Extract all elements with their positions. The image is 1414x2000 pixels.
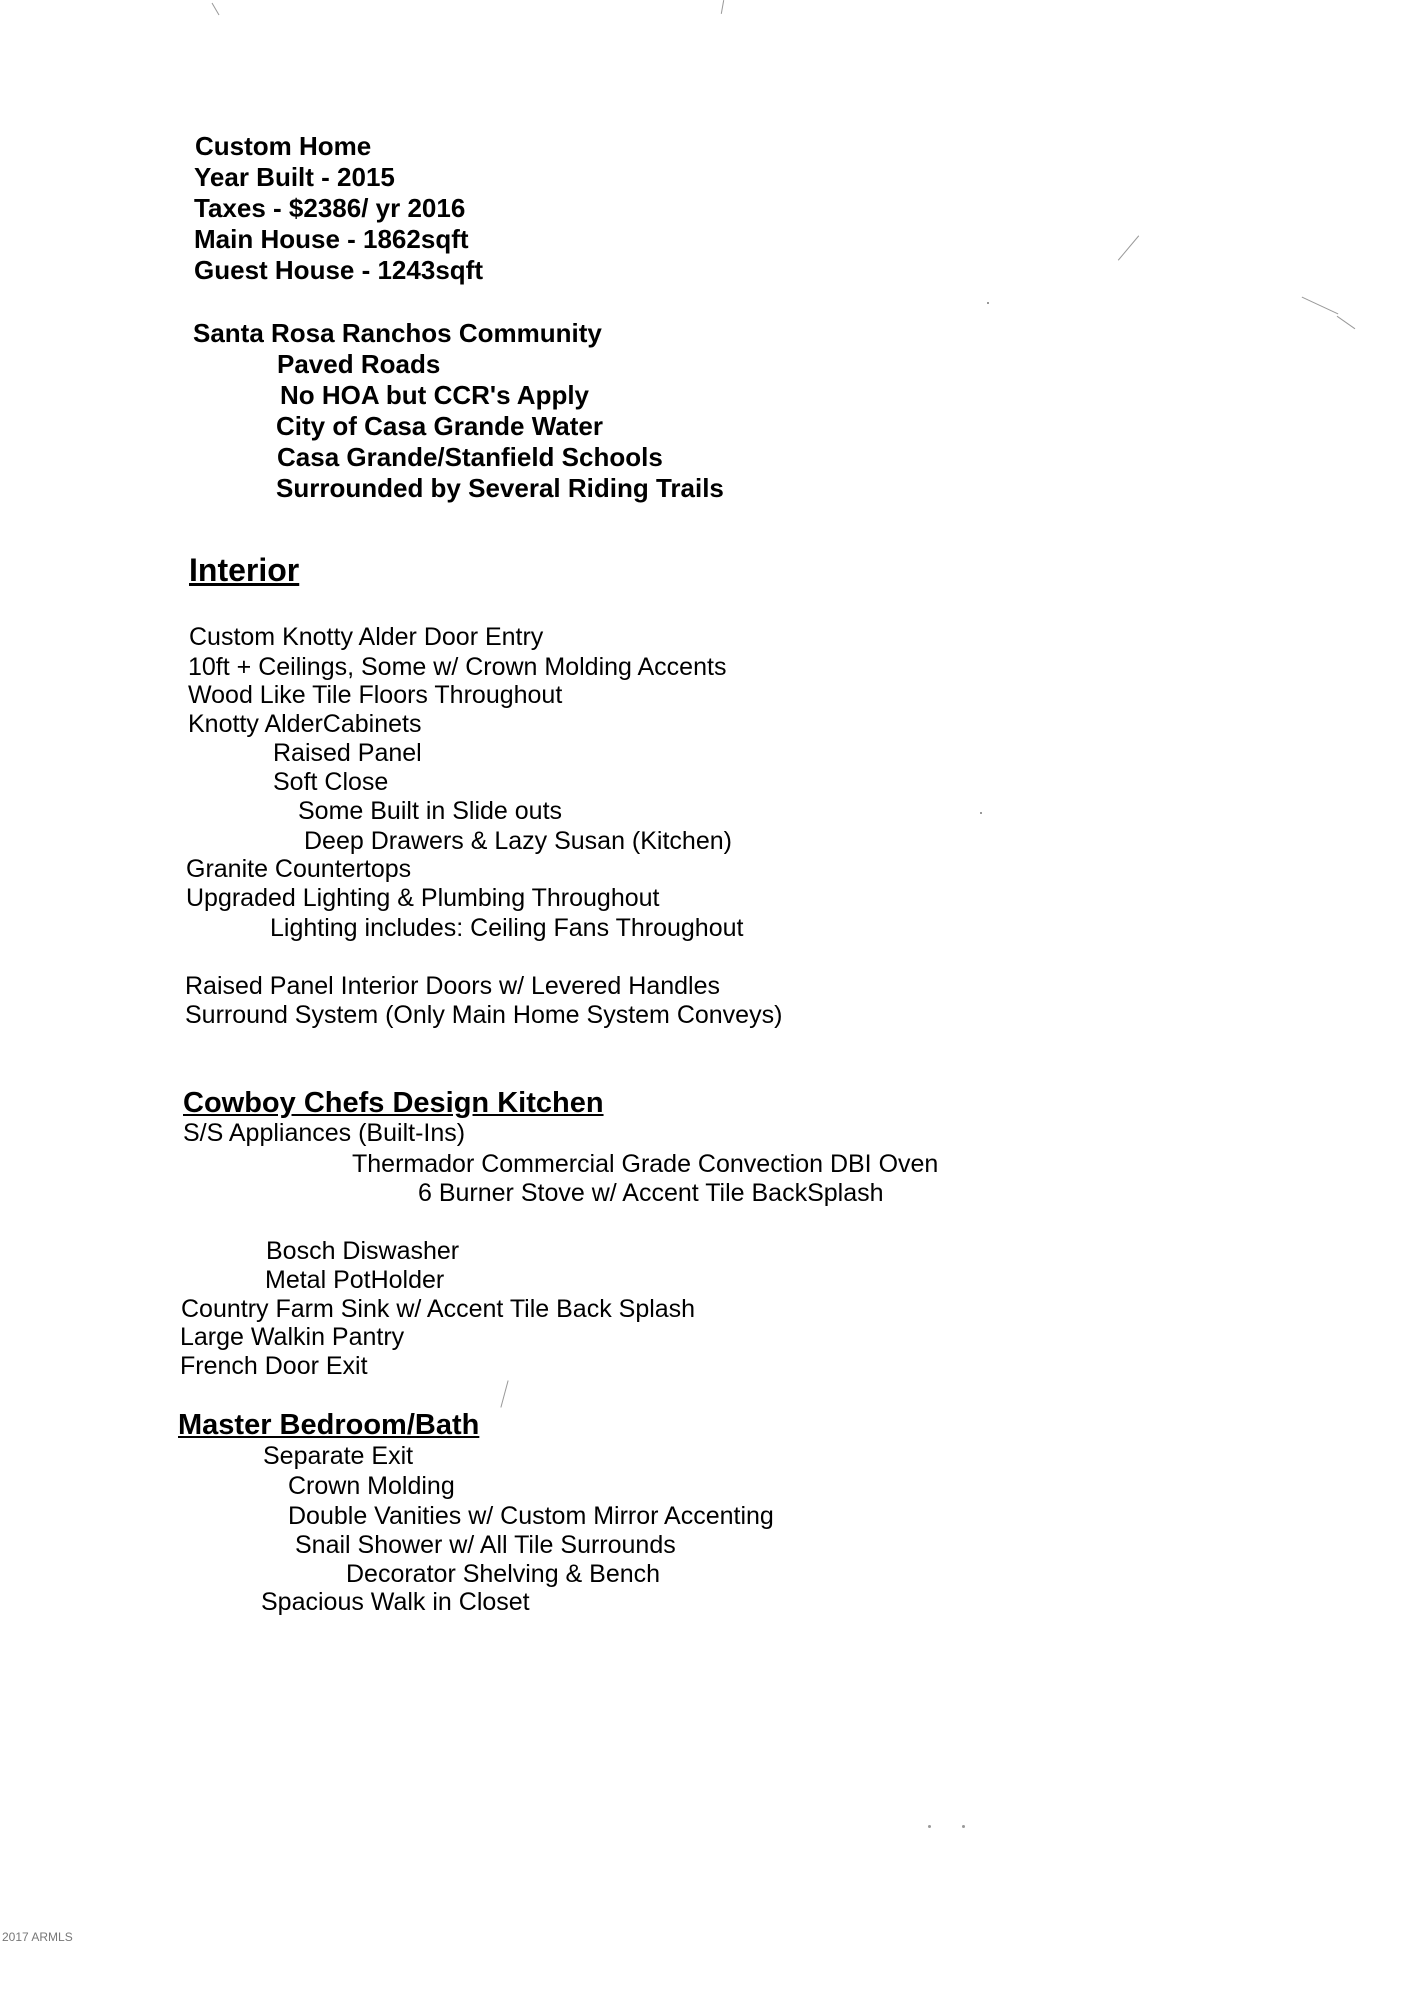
kitchen-line: Country Farm Sink w/ Accent Tile Back Splash (181, 1295, 696, 1323)
interior-line: Wood Like Tile Floors Throughout (188, 681, 563, 709)
section-heading-master: Master Bedroom/Bath (178, 1409, 480, 1441)
interior-line: 10ft + Ceilings, Some w/ Crown Molding Accents (188, 653, 727, 681)
community-item: Paved Roads (277, 349, 441, 379)
kitchen-line: French Door Exit (180, 1352, 368, 1380)
interior-line: Raised Panel Interior Doors w/ Levered Handles (185, 972, 720, 1000)
scan-mark (1118, 235, 1139, 260)
master-line: Separate Exit (263, 1442, 414, 1470)
community-item: No HOA but CCR's Apply (280, 380, 590, 410)
kitchen-line: Bosch Diswasher (266, 1237, 460, 1265)
scan-mark (980, 812, 982, 814)
interior-line: Granite Countertops (186, 855, 412, 883)
header-line: Custom Home (195, 131, 372, 161)
interior-line: Some Built in Slide outs (298, 797, 563, 825)
scan-mark (928, 1825, 931, 1828)
community-item: Casa Grande/Stanfield Schools (277, 442, 663, 472)
interior-line: Custom Knotty Alder Door Entry (189, 623, 544, 651)
interior-line: Soft Close (273, 768, 389, 796)
header-line: Year Built - 2015 (194, 162, 395, 192)
scan-mark (1302, 297, 1339, 315)
community-item: City of Casa Grande Water (276, 411, 604, 441)
scan-mark (987, 302, 989, 304)
scan-mark (962, 1825, 965, 1828)
interior-line: Upgraded Lighting & Plumbing Throughout (186, 884, 660, 912)
master-line: Crown Molding (288, 1472, 455, 1500)
interior-line: Deep Drawers & Lazy Susan (Kitchen) (304, 827, 732, 855)
section-heading-interior: Interior (189, 552, 300, 588)
kitchen-line: 6 Burner Stove w/ Accent Tile BackSplash (418, 1179, 884, 1207)
scan-mark (721, 0, 724, 14)
interior-line: Raised Panel (273, 739, 422, 767)
master-line: Decorator Shelving & Bench (346, 1560, 661, 1588)
master-line: Double Vanities w/ Custom Mirror Accenting (288, 1502, 774, 1530)
master-line: Spacious Walk in Closet (261, 1588, 530, 1616)
interior-line: Surround System (Only Main Home System Conveys) (185, 1001, 783, 1029)
kitchen-line: Thermador Commercial Grade Convection DBI Oven (352, 1150, 939, 1178)
interior-line: Lighting includes: Ceiling Fans Throughout (270, 914, 744, 942)
header-line: Main House - 1862sqft (194, 224, 469, 254)
community-title: Santa Rosa Ranchos Community (193, 318, 602, 348)
scan-mark (212, 3, 220, 16)
community-item: Surrounded by Several Riding Trails (276, 473, 724, 503)
scan-mark (1337, 316, 1356, 329)
kitchen-line: S/S Appliances (Built-Ins) (183, 1119, 466, 1147)
kitchen-line: Large Walkin Pantry (180, 1323, 405, 1351)
interior-line: Knotty AlderCabinets (188, 710, 422, 738)
scan-mark (500, 1380, 508, 1407)
kitchen-line: Metal PotHolder (265, 1266, 445, 1294)
header-line: Taxes - $2386/ yr 2016 (194, 193, 466, 223)
master-line: Snail Shower w/ All Tile Surrounds (295, 1531, 676, 1559)
section-heading-kitchen: Cowboy Chefs Design Kitchen (183, 1087, 604, 1119)
header-line: Guest House - 1243sqft (194, 255, 483, 285)
footer-watermark: 2017 ARMLS (2, 1930, 73, 1944)
